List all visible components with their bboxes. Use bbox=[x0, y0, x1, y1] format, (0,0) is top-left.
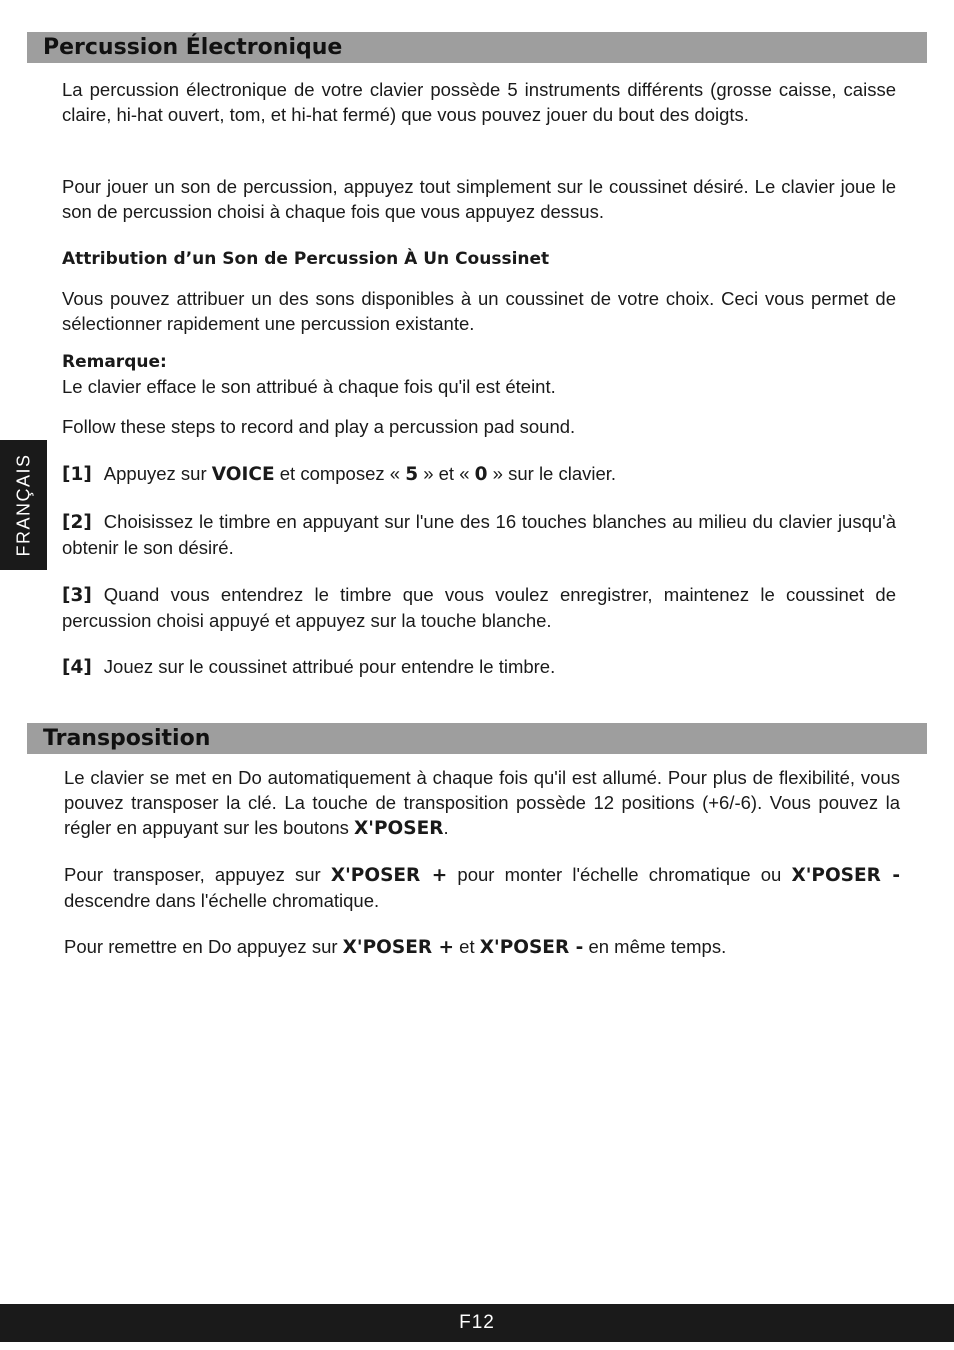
page-footer bbox=[0, 1304, 954, 1342]
paragraph-text: Pour transposer, appuyez sur bbox=[64, 864, 331, 885]
xposer-minus-label: X'POSER - bbox=[479, 937, 584, 958]
section-title: Percussion Électronique bbox=[43, 35, 343, 60]
section-header-transposition bbox=[27, 723, 927, 754]
subheading: Attribution d’un Son de Percussion À Un Coussinet bbox=[62, 249, 550, 269]
digit-label: 0 bbox=[474, 464, 488, 485]
step-text: » sur le clavier. bbox=[487, 463, 617, 484]
paragraph-text: et bbox=[454, 936, 480, 957]
paragraph bbox=[64, 934, 900, 960]
page-number: F12 bbox=[459, 1312, 495, 1333]
step-number: [4] bbox=[62, 657, 92, 678]
xposer-minus-label: X'POSER - bbox=[791, 865, 901, 886]
paragraph bbox=[64, 862, 900, 913]
xposer-plus-label: X'POSER + bbox=[330, 865, 448, 886]
step-text: Choisissez le timbre en appuyant sur l'une des 16 touches blanches au milieu du clavier jusqu'à obtenir le son désiré. bbox=[62, 511, 896, 558]
paragraph-text: Pour remettre en Do appuyez sur bbox=[64, 936, 343, 957]
digit-label: 5 bbox=[405, 464, 419, 485]
paragraph bbox=[64, 765, 900, 841]
step-text: Appuyez sur bbox=[103, 463, 212, 484]
voice-button-label: VOICE bbox=[211, 464, 275, 485]
paragraph: Follow these steps to record and play a percussion pad sound. bbox=[62, 416, 576, 437]
language-label: FRANÇAIS bbox=[13, 453, 33, 557]
note-label: Remarque: bbox=[62, 352, 167, 372]
section-title: Transposition bbox=[43, 726, 211, 751]
language-tab bbox=[0, 440, 47, 570]
paragraph-text: . bbox=[443, 817, 449, 838]
xposer-plus-label: X'POSER + bbox=[342, 937, 455, 958]
step-number: [2] bbox=[62, 512, 92, 533]
note-text: Le clavier efface le son attribué à chaque fois qu'il est éteint. bbox=[62, 376, 556, 397]
paragraph: La percussion électronique de votre clavier possède 5 instruments différents (grosse caisse, caisse claire, hi-hat ouvert, tom, et hi-hat fermé) que vous pouvez jouer du bout des doigts. bbox=[62, 79, 896, 125]
paragraph-text: en même temps. bbox=[583, 936, 727, 957]
step-3 bbox=[62, 582, 896, 633]
paragraph-text: Le clavier se met en Do automatiquement à chaque fois qu'il est allumé. Pour plus de flexibilité, vous pouvez transposer la clé. La touche de transposition possède 12 positions (+6/-6). Vous pouvez la régler en appuyant sur les boutons bbox=[64, 767, 900, 838]
note-block bbox=[62, 351, 896, 399]
step-text: Quand vous entendrez le timbre que vous voulez enregistrer, maintenez le coussinet de percussion choisi appuyé et appuyez sur la touche blanche. bbox=[62, 584, 896, 631]
xposer-label: X'POSER bbox=[354, 818, 444, 839]
step-1 bbox=[62, 461, 896, 487]
step-4 bbox=[62, 654, 896, 680]
step-2 bbox=[62, 509, 896, 560]
section-header-percussion bbox=[27, 32, 927, 63]
step-number: [1] bbox=[62, 464, 92, 485]
paragraph-text: descendre dans l'échelle chromatique. bbox=[64, 890, 380, 911]
step-text: Jouez sur le coussinet attribué pour entendre le timbre. bbox=[103, 656, 556, 677]
paragraph: Vous pouvez attribuer un des sons disponibles à un coussinet de votre choix. Ceci vous permet de sélectionner rapidement une percussion existante. bbox=[62, 288, 896, 334]
step-number: [3] bbox=[62, 585, 92, 606]
paragraph: Pour jouer un son de percussion, appuyez tout simplement sur le coussinet désiré. Le clavier joue le son de percussion choisi à chaque fois que vous appuyez dessus. bbox=[62, 176, 896, 222]
step-text: et composez « bbox=[274, 463, 406, 484]
step-text: » et « bbox=[418, 463, 475, 484]
paragraph-text: pour monter l'échelle chromatique ou bbox=[447, 864, 792, 885]
